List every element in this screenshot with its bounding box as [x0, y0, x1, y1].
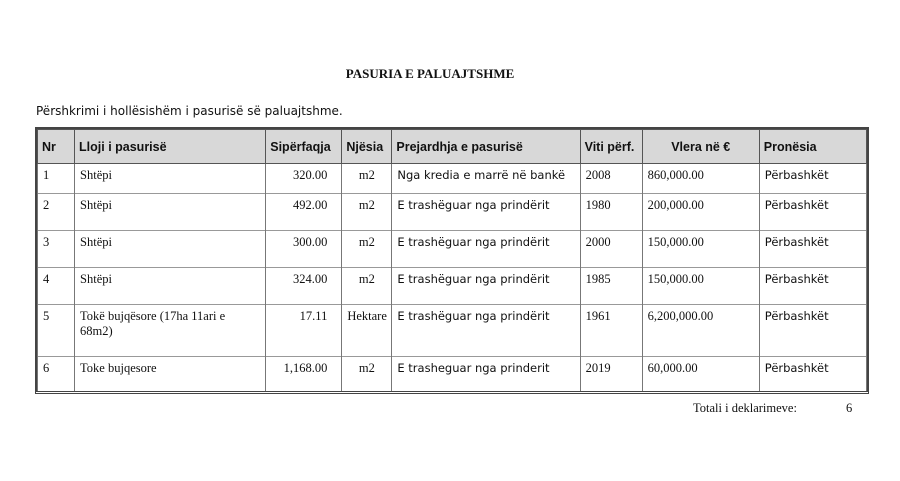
cell-ownership: Përbashkët [759, 164, 866, 194]
cell-type: Shtëpi [75, 268, 266, 305]
cell-type: Shtëpi [75, 164, 266, 194]
cell-value: 60,000.00 [642, 357, 759, 391]
cell-type: Toke bujqesore [75, 357, 266, 391]
header-origin: Prejardhja e pasurisë [392, 130, 580, 164]
total-value: 6 [846, 401, 853, 415]
cell-year: 2000 [580, 231, 642, 268]
cell-type: Shtëpi [75, 194, 266, 231]
cell-area: 17.11 [266, 305, 342, 357]
cell-value: 6,200,000.00 [642, 305, 759, 357]
cell-origin: E trashëguar nga prindërit [392, 194, 580, 231]
cell-ownership: Përbashkët [759, 305, 866, 357]
cell-area: 300.00 [266, 231, 342, 268]
cell-nr: 6 [38, 357, 75, 391]
document-subtitle: Përshkrimi i hollësishëm i pasurisë së paluajtshme. [36, 104, 343, 118]
cell-area: 324.00 [266, 268, 342, 305]
cell-unit: m2 [342, 194, 392, 231]
cell-nr: 2 [38, 194, 75, 231]
cell-type: Shtëpi [75, 231, 266, 268]
cell-origin: E trasheguar nga prinderit [392, 357, 580, 391]
cell-year: 2008 [580, 164, 642, 194]
cell-unit: m2 [342, 268, 392, 305]
cell-year: 1961 [580, 305, 642, 357]
cell-origin: Nga kredia e marrë në bankë [392, 164, 580, 194]
total-label: Totali i deklarimeve: [693, 401, 797, 415]
cell-unit: Hektare [342, 305, 392, 357]
cell-value: 860,000.00 [642, 164, 759, 194]
cell-year: 1980 [580, 194, 642, 231]
table-header-row [38, 130, 867, 164]
header-area: Sipërfaqja [266, 130, 342, 164]
cell-ownership: Përbashkët [759, 357, 866, 391]
cell-area: 1,168.00 [266, 357, 342, 391]
header-ownership: Pronësia [759, 130, 866, 164]
cell-value: 150,000.00 [642, 268, 759, 305]
cell-year: 1985 [580, 268, 642, 305]
cell-unit: m2 [342, 231, 392, 268]
header-unit: Njësia [342, 130, 392, 164]
cell-unit: m2 [342, 357, 392, 391]
cell-unit: m2 [342, 164, 392, 194]
cell-origin: E trashëguar nga prindërit [392, 268, 580, 305]
document-title: PASURIA E PALUAJTSHME [345, 66, 515, 81]
header-nr: Nr [38, 130, 75, 164]
table-row [38, 357, 867, 391]
table-row [38, 305, 867, 357]
cell-ownership: Përbashkët [759, 268, 866, 305]
table-row [38, 231, 867, 268]
table-row [38, 268, 867, 305]
cell-nr: 4 [38, 268, 75, 305]
cell-ownership: Përbashkët [759, 194, 866, 231]
cell-area: 320.00 [266, 164, 342, 194]
header-type: Lloji i pasurisë [75, 130, 266, 164]
header-year: Viti përf. [580, 130, 642, 164]
cell-origin: E trashëguar nga prindërit [392, 231, 580, 268]
cell-year: 2019 [580, 357, 642, 391]
table-row [38, 164, 867, 194]
header-value: Vlera në € [642, 130, 759, 164]
cell-nr: 3 [38, 231, 75, 268]
cell-value: 200,000.00 [642, 194, 759, 231]
cell-nr: 1 [38, 164, 75, 194]
cell-ownership: Përbashkët [759, 231, 866, 268]
property-table [35, 127, 869, 394]
cell-value: 150,000.00 [642, 231, 759, 268]
table-row [38, 194, 867, 231]
cell-type: Tokë bujqësore (17ha 11ari e 68m2) [75, 305, 266, 357]
cell-area: 492.00 [266, 194, 342, 231]
cell-nr: 5 [38, 305, 75, 357]
cell-origin: E trashëguar nga prindërit [392, 305, 580, 357]
